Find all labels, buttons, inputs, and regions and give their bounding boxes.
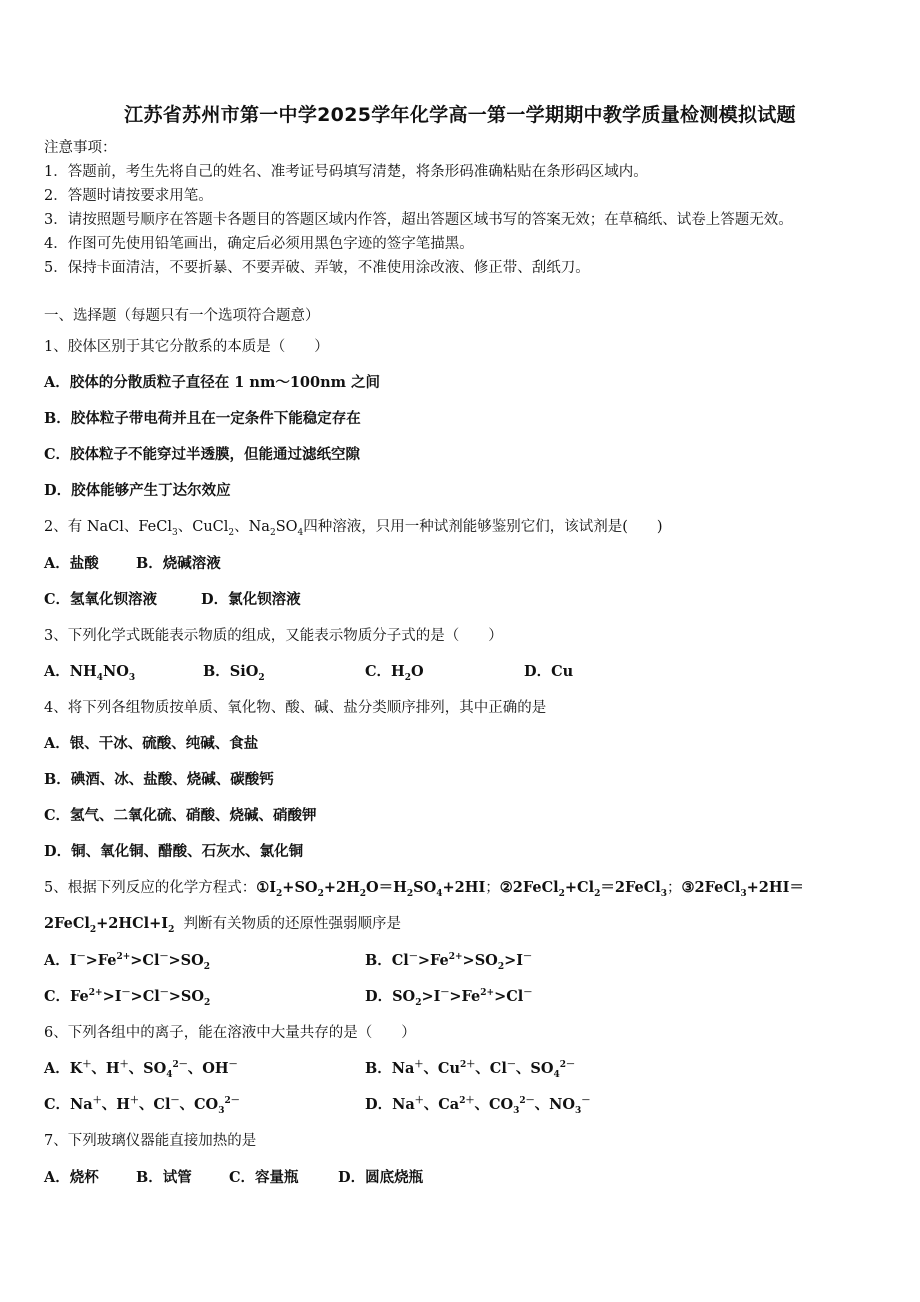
notice-item: 4．作图可先使用铅笔画出，确定后必须用黑色字迹的签字笔描黑。 xyxy=(44,236,474,252)
option-a: A．银、干冰、硫酸、纯碱、食盐 xyxy=(44,735,259,752)
notice-item: 3．请按照题号顺序在答题卡各题目的答题区域内作答，超出答题区域书写的答案无效；在草稿纸、试卷上答题无效。 xyxy=(44,212,793,228)
option-label: B． xyxy=(365,1060,392,1077)
stem-text: 四种溶液，只用一种试剂能够鉴别它们，该试剂是( ) xyxy=(303,519,663,535)
option-c: C．胶体粒子不能穿过半透膜，但能通过滤纸空隙 xyxy=(44,446,361,463)
stem-text: 判断有关物质的还原性强弱顺序是 xyxy=(183,916,402,932)
option-a: A．胶体的分散质粒子直径在 1 nm～100nm 之间 xyxy=(44,374,381,391)
option-label: D． xyxy=(365,1096,393,1113)
option-b: B．SiO$_2$ xyxy=(203,663,265,683)
section-heading: 一、选择题（每题只有一个选项符合题意） xyxy=(44,308,320,324)
option-d: D．氯化钡溶液 xyxy=(201,591,301,608)
option-a: A．$NH_4NO_3$ xyxy=(44,663,136,683)
notice-item: 2．答题时请按要求用笔。 xyxy=(44,188,213,204)
option-b: B．胶体粒子带电荷并且在一定条件下能稳定存在 xyxy=(44,410,361,427)
option-b: B．烧碱溶液 xyxy=(136,555,221,572)
question-stem: 2、有 NaCl、FeCl$_3$、CuCl$_2$、$Na_2SO_4$四种溶液，只用一种试剂能够鉴别它们，该试剂是( ) xyxy=(44,519,663,538)
option-label: C． xyxy=(44,1096,71,1113)
option-label: A． xyxy=(44,1060,70,1077)
option-d: D．Cu xyxy=(524,663,574,680)
option-c: C．Na＋、H＋、Cl－、$CO_3^{2-}$ xyxy=(44,1096,240,1116)
question-stem: 3、下列化学式既能表示物质的组成，又能表示物质分子式的是（ ） xyxy=(44,628,503,644)
option-d: D．$SO_2>I^->Fe^{2+}>Cl^-$ xyxy=(365,988,533,1008)
option-c: C．$H_2O$ xyxy=(365,663,424,683)
stem-text: 2、有 NaCl、FeCl xyxy=(44,519,172,535)
option-a: A．烧杯 xyxy=(44,1169,99,1186)
option-d: D．铜、氧化铜、醋酸、石灰水、氯化铜 xyxy=(44,843,304,860)
question-stem-cont: $2FeCl_2+2HCl+I_2$ 判断有关物质的还原性强弱顺序是 xyxy=(44,915,402,935)
option-label: B． xyxy=(203,663,230,680)
option-b: B．碘酒、冰、盐酸、烧碱、碳酸钙 xyxy=(44,771,274,788)
option-a: A．K＋、H＋、$SO_4^{2-}$、OH－ xyxy=(44,1060,238,1080)
option-c: C．氢气、二氧化硫、硝酸、烧碱、硝酸钾 xyxy=(44,807,317,824)
option-label: D． xyxy=(365,988,393,1005)
option-c: C．氢氧化钡溶液 xyxy=(44,591,158,608)
option-d: D．Na＋、$Ca^{2+}$、$CO_3^{2-}$、$NO_3^-$ xyxy=(365,1096,591,1116)
option-b: B．$Cl^->Fe^{2+}>SO_2>I^-$ xyxy=(365,952,533,972)
option-label: A． xyxy=(44,952,70,969)
option-b: B．Na＋、$Cu^{2+}$、Cl－、$SO_4^{2-}$ xyxy=(365,1060,576,1080)
question-stem: 4、将下列各组物质按单质、氧化物、酸、碱、盐分类顺序排列，其中正确的是 xyxy=(44,700,547,716)
option-d: D．胶体能够产生丁达尔效应 xyxy=(44,482,231,499)
stem-text: 5、根据下列反应的化学方程式： xyxy=(44,880,257,896)
notice-item: 5．保持卡面清洁，不要折暴、不要弄破、弄皱，不准使用涂改液、修正带、刮纸刀。 xyxy=(44,260,590,276)
question-stem: 1、胶体区别于其它分散系的本质是（ ） xyxy=(44,339,329,355)
option-c: C．$Fe^{2+}>I^->Cl^->SO_2$ xyxy=(44,988,211,1008)
option-label: A． xyxy=(44,663,70,680)
option-label: C． xyxy=(365,663,392,680)
option-a: A．盐酸 xyxy=(44,555,99,572)
question-stem: 6、下列各组中的离子，能在溶液中大量共存的是（ ） xyxy=(44,1025,416,1041)
question-stem: 7、下列玻璃仪器能直接加热的是 xyxy=(44,1133,257,1149)
option-a: A．$I^->Fe^{2+}>Cl^->SO_2$ xyxy=(44,952,211,972)
option-c: C．容量瓶 xyxy=(229,1169,299,1186)
notice-item: 1．答题前，考生先将自己的姓名、准考证号码填写清楚，将条形码准确粘贴在条形码区域内。 xyxy=(44,164,648,180)
question-stem: 5、根据下列反应的化学方程式：$①I_2+SO_2+2H_2O=H_2SO_4+2HI$；$②2FeCl_2+Cl_2=2FeCl_3$；③2FeCl$_3$+2HI＝ xyxy=(44,879,804,899)
option-d: D．圆底烧瓶 xyxy=(338,1169,424,1186)
option-label: B． xyxy=(365,952,392,969)
notice-heading: 注意事项： xyxy=(44,140,117,156)
option-b: B．试管 xyxy=(136,1169,192,1186)
page-title: 江苏省苏州市第一中学2025学年化学高一第一学期期中教学质量检测模拟试题 xyxy=(124,104,796,126)
option-label: C． xyxy=(44,988,71,1005)
